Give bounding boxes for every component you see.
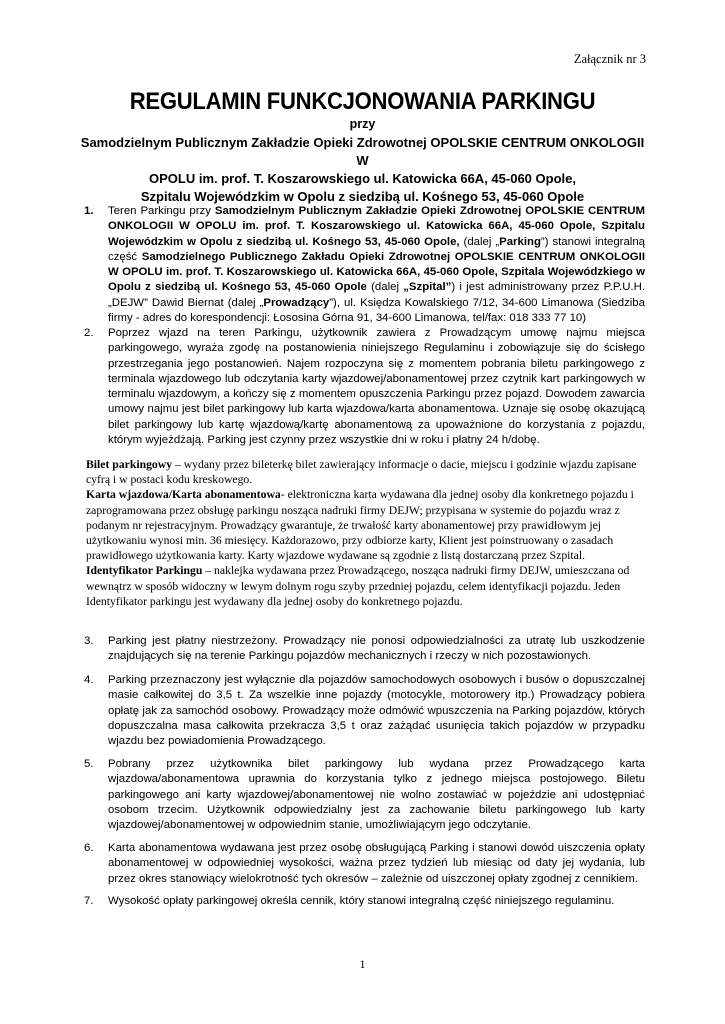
document-subtitle xyxy=(80,134,645,206)
definition-text: – wydany przez bileterkę bilet zawierający informacje o dacie, miejscu i godzinie wjazdu zapisane cyfrą i w postaci kodu kreskowego. xyxy=(86,458,637,487)
clause-text: Wysokość opłaty parkingowej określa cennik, który stanowi integralną część niniejszego regulaminu. xyxy=(108,895,615,907)
clause-2 xyxy=(84,326,645,448)
clause-text: ”) stanowi integralną część xyxy=(108,235,645,263)
clause-number: 2. xyxy=(84,327,94,339)
definitions-block xyxy=(86,457,648,609)
clause-number: 7. xyxy=(84,895,94,907)
clause-text: (dalej xyxy=(366,281,404,294)
clause-7 xyxy=(84,894,645,909)
definition-term: Bilet parkingowy xyxy=(86,458,173,471)
clause-text: (dalej „ xyxy=(459,235,500,248)
clause-bold-text: Prowadzący xyxy=(263,296,330,309)
definition-text: – naklejka wydawana przez Prowadzącego, nosząca nadruki firmy DEJW, umieszczana od wewnątrz w sposób widoczny w lewym dolnym rogu szyby przedniej pojazdu, celem identyfikacji pojazdu. Jeden Identyfikator parkingu jest wydawany dla jednej osoby do konkretnego pojazdu. xyxy=(86,564,630,608)
clause-text: Karta abonamentowa wydawana jest przez osobę obsługującą Parking i stanowi dowód uiszczenia opłaty abonamentowej w odpowiedniej wysokości, ważna przez tydzień lub miesiąc od daty jej wydania, lub przez okres stanowiący wielokrotność tych okresów – zależnie od uiszczonej opłaty zgodnej z cennikiem. xyxy=(108,842,645,885)
clause-text: Poprzez wjazd na teren Parkingu, użytkownik zawiera z Prowadzącym umowę najmu miejsca parkingowego, wyraża zgodę na postanowienia niniejszego Regulaminu i zobowiązuje się do ścisłego przestrzegania jego postanowień. Najem rozpoczyna się z momentem pobrania biletu parkingowego z terminala wjazdowego lub odczytania karty wjazdowej/abonamentowej przez czytnik kart parkingowych w terminalu wjazdowym, a kończy się z momentem opuszczenia Parkingu przez pojazd. Dowodem zawarcia umowy najmu jest bilet parkingowy lub karta wjazdowa/karta abonamentowa. Uznaje się osobę okazującą bilet parkingowy lub kartę wjazdową/kartę abonamentową za upoważnione do korzystania z pojazdu, którym wyjeżdżają. Parking jest czynny przez wszystkie dni w roku i płatny 24 h/dobę. xyxy=(108,327,645,447)
clause-4 xyxy=(84,673,645,749)
clause-text: Pobrany przez użytkownika bilet parkingowy lub wydana przez Prowadzącego karta wjazdowa/abonamentowa uprawnia do korzystania tylko z jednego miejsca postojowego. Biletu parkingowego ani karty wjazdowej/abonamentowej nie wolno zostawiać w pojeździe ani udostępniać osobom trzecim. Użytkownik odpowiedzialny jest za zachowanie biletu parkingowego lub karty wjazdowej/abonamentowej w odpowiednim stanie, umożliwiającym jego odczytanie. xyxy=(108,758,645,832)
page-number: 1 xyxy=(359,957,366,971)
definition-text: - elektroniczna karta wydawana dla jednej osoby dla konkretnego pojazdu i zaprogramowana przez obsługę parkingu nosząca nadruki firmy DEJW; przypisana w systemie do pojazdu wraz z podanym nr rejestracyjnym. Prowadzący gwarantuje, że trwałość karty abonamentowej przy prawidłowym jej użytkowaniu wynosi min. 36 miesięcy. Każdorazowo, przy odbiorze karty, Klient jest poinstruowany o zasadach prawidłowego użytkowania karty. Karty wjazdowe wydawane są zgodnie z listą dostarczaną przez Szpital. xyxy=(86,488,634,563)
subtitle-line-1: Samodzielnym Publicznym Zakładzie Opieki Zdrowotnej OPOLSKIE CENTRUM ONKOLOGII W xyxy=(80,135,645,168)
clause-text: Parking jest płatny niestrzeżony. Prowadzący nie ponosi odpowiedzialności za utratę lub uszkodzenie znajdujących się na terenie Parkingu pojazdów mechanicznych i rzeczy w nich pozostawionych. xyxy=(108,635,645,663)
clause-bold-text: Samodzielnym Publicznym Zakładzie Opieki Zdrowotnej OPOLSKIE CENTRUM ONKOLOGII W OPOLU im. prof. T. Koszarowskiego ul. Katowicka 66A, 45-060 Opole, Szpitalu Wojewódzkim w Opolu z siedzibą ul. Kośnego 53, 45-060 Opole, xyxy=(108,205,645,248)
document-title: REGULAMIN FUNKCJONOWANIA PARKINGU xyxy=(129,88,596,115)
title-connector: przy xyxy=(349,117,376,131)
attachment-label: Załącznik nr 3 xyxy=(573,52,646,66)
clause-number: 6. xyxy=(84,842,94,854)
definition-term: Identyfikator Parkingu xyxy=(86,564,203,578)
clause-3 xyxy=(84,634,645,665)
clause-bold-text: Parking xyxy=(499,235,541,248)
clause-text: Teren Parkingu przy xyxy=(108,205,215,217)
subtitle-line-3: Szpitalu Wojewódzkim w Opolu z siedzibą ul. Kośnego 53, 45-060 Opole xyxy=(140,189,585,204)
clause-5 xyxy=(84,757,645,833)
clause-number: 4. xyxy=(84,674,94,686)
clause-number: 5. xyxy=(84,758,94,770)
subtitle-line-2: OPOLU im. prof. T. Koszarowskiego ul. Katowicka 66A, 45-060 Opole, xyxy=(149,171,576,186)
clause-text: ) i jest administrowany przez P.P.U.H. „DEJW” Dawid Biernat (dalej „ xyxy=(108,281,645,309)
clause-6 xyxy=(84,841,645,887)
clause-bold-text: „Szpital” xyxy=(403,281,452,294)
clause-number: 1. xyxy=(84,205,94,217)
clause-1 xyxy=(84,204,645,326)
clause-number: 3. xyxy=(84,635,94,647)
clause-text: Parking przeznaczony jest wyłącznie dla pojazdów samochodowych osobowych i busów o dopuszczalnej masie całkowitej do 3,5 t. Za wszelkie inne pojazdy (motocykle, motorowery itp.) Prowadzący pobiera opłatę jak za samochód osobowy. Prowadzący może odmówić wpuszczenia na Parking pojazdów, których dopuszczalna masa całkowita przekracza 3,5 t oraz zażądać usunięcia takich pojazdów w przypadku wjazdu bez powiadomienia Prowadzącego. xyxy=(108,674,645,748)
clause-text: ”), ul. Księdza Kowalskiego 7/12, 34-600 Limanowa (Siedziba firmy - adres do korespondencji: Łososina Górna 91, 34-600 Limanowa, tel/fax: 018 333 77 10) xyxy=(108,296,645,325)
definition-term: Karta wjazdowa/Karta abonamentowa xyxy=(86,488,281,502)
clause-bold-text: Samodzielnego Publicznego Zakładu Opieki Zdrowotnej OPOLSKIE CENTRUM ONKOLOGII W OPOLU im. prof. T. Koszarowskiego ul. Katowicka 66A, 45-060 Opole, Szpitala Wojewódzkiego w Opolu z siedzibą ul. Kośnego 53, 45-060 Opole xyxy=(108,250,645,294)
